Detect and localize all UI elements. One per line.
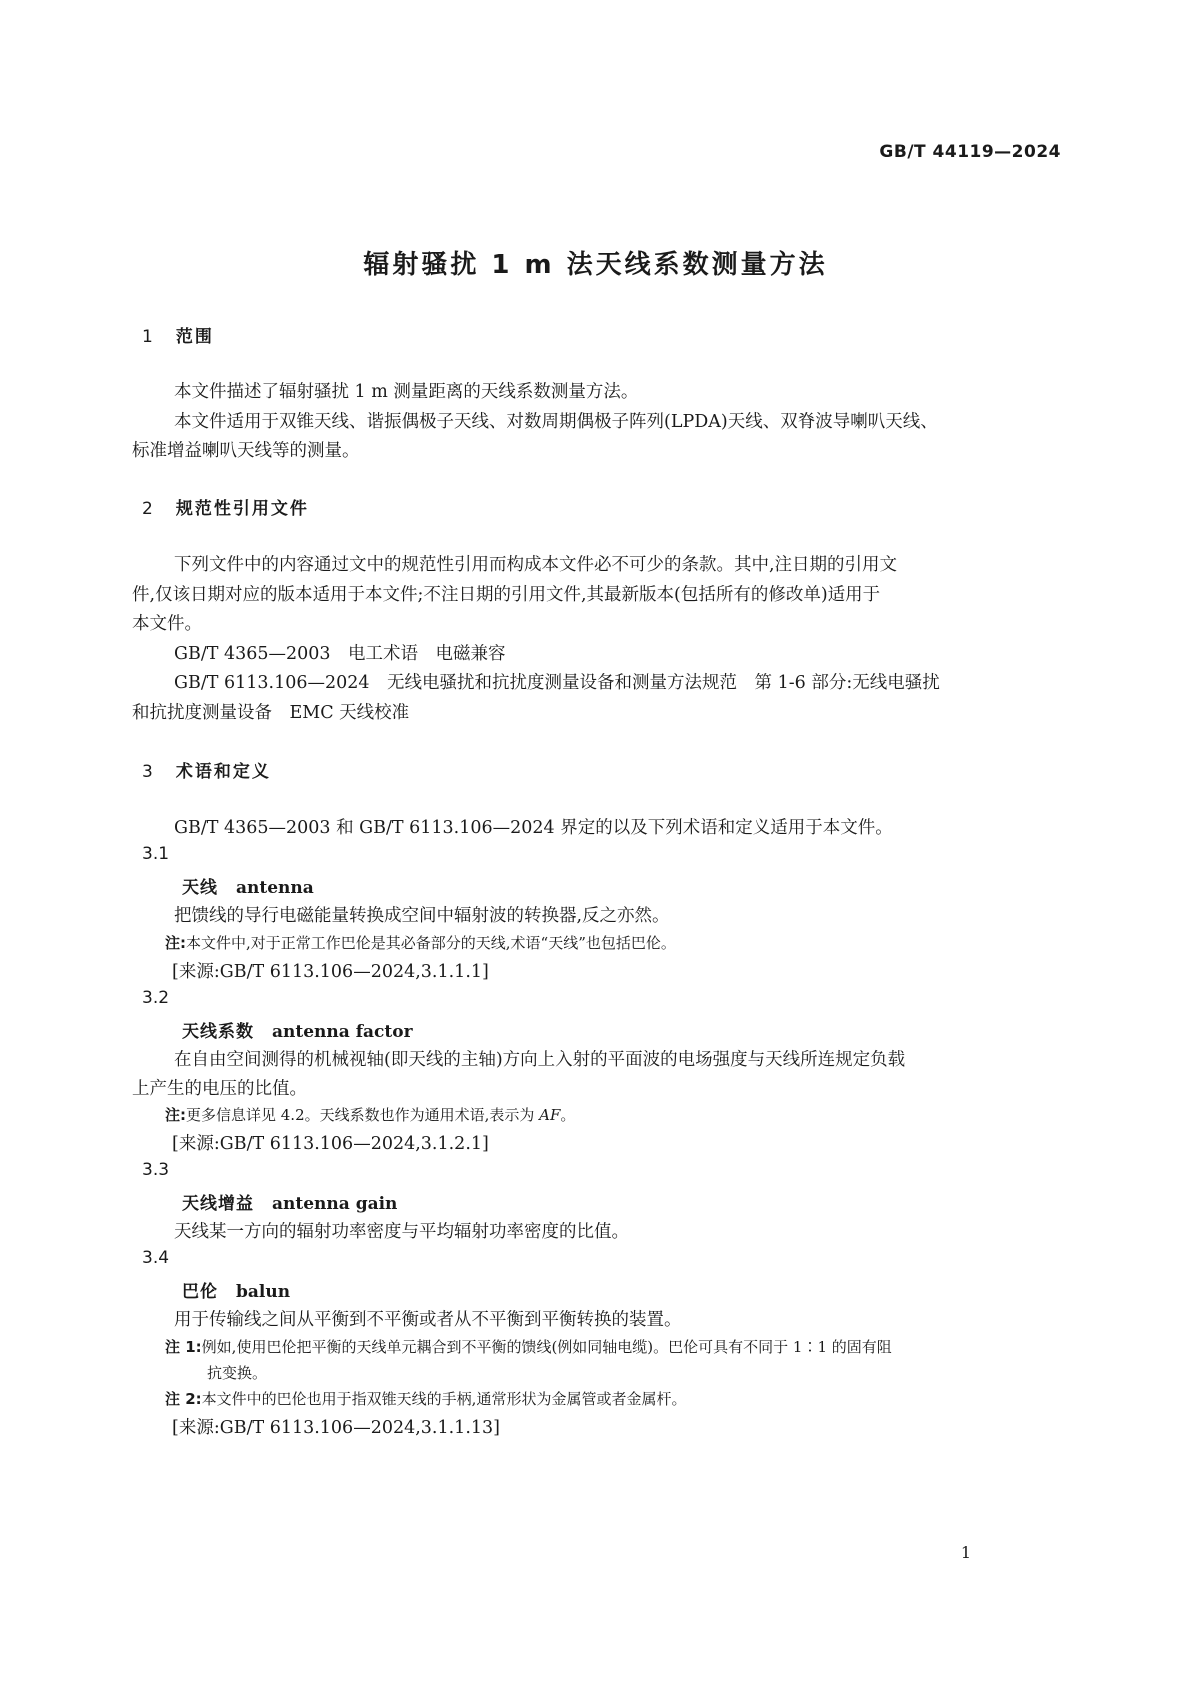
- note-text: 例如,使用巴伦把平衡的天线单元耦合到不平衡的馈线(例如同轴电缆)。巴伦可具有不同于 1∶1 的固有阻: [201, 1338, 892, 1356]
- note-tail: 。: [560, 1106, 576, 1124]
- term-definition: 把馈线的导行电磁能量转换成空间中辐射波的转换器,反之亦然。: [174, 906, 670, 926]
- term-entry: [182, 1017, 413, 1042]
- term-number: 3.4: [142, 1248, 170, 1268]
- note-label: 注:: [165, 1106, 186, 1124]
- term-entry: [182, 1189, 397, 1214]
- paragraph: 本文件描述了辐射骚扰 1 m 测量距离的天线系数测量方法。: [174, 382, 639, 402]
- paragraph: 下列文件中的内容通过文中的规范性引用而构成本文件必不可少的条款。其中,注日期的引用文: [174, 555, 898, 575]
- term-en: antenna gain: [272, 1194, 398, 1214]
- term-definition: 在自由空间测得的机械视轴(即天线的主轴)方向上入射的平面波的电场强度与天线所连规定负载: [174, 1050, 906, 1070]
- section-title: 规范性引用文件: [175, 499, 309, 519]
- note-text: 本文件中的巴伦也用于指双锥天线的手柄,通常形状为金属管或者金属杆。: [201, 1390, 687, 1408]
- term-definition: 用于传输线之间从平衡到不平衡或者从不平衡到平衡转换的装置。: [174, 1310, 682, 1330]
- section-number: 3: [142, 762, 155, 782]
- term-entry: [182, 1277, 290, 1302]
- document-title: 辐射骚扰 1 m 法天线系数测量方法: [363, 250, 828, 280]
- term-zh: 天线系数: [182, 1022, 254, 1042]
- term-source: [来源:GB/T 6113.106—2024,3.1.1.13]: [172, 1418, 500, 1438]
- term-source: [来源:GB/T 6113.106—2024,3.1.2.1]: [172, 1134, 489, 1154]
- paragraph-continuation: 本文件。: [132, 614, 202, 634]
- term-definition-continuation: 上产生的电压的比值。: [132, 1079, 307, 1099]
- term-zh: 天线增益: [182, 1194, 254, 1214]
- note-label: 注 2:: [165, 1390, 202, 1408]
- term-note: [165, 1104, 575, 1125]
- normative-reference: GB/T 6113.106—2024 无线电骚扰和抗扰度测量设备和测量方法规范 第 1-6 部分:无线电骚扰: [174, 673, 940, 693]
- term-en: balun: [236, 1282, 291, 1302]
- term-number: 3.2: [142, 988, 170, 1008]
- term-note: [165, 1336, 892, 1357]
- section-title: 术语和定义: [175, 762, 271, 782]
- note-text: 更多信息详见 4.2。天线系数也作为通用术语,表示为: [186, 1106, 540, 1124]
- note-symbol: AF: [539, 1106, 561, 1124]
- standard-code: GB/T 44119—2024: [879, 142, 1061, 162]
- section-title: 范围: [175, 327, 214, 347]
- term-zh: 天线: [182, 878, 218, 898]
- section-1-heading: [142, 322, 214, 347]
- note-label: 注 1:: [165, 1338, 202, 1356]
- normative-reference-continuation: 和抗扰度测量设备 EMC 天线校准: [132, 703, 410, 723]
- term-number: 3.3: [142, 1160, 170, 1180]
- term-definition: 天线某一方向的辐射功率密度与平均辐射功率密度的比值。: [174, 1222, 629, 1242]
- section-3-heading: [142, 757, 271, 782]
- term-number: 3.1: [142, 844, 170, 864]
- term-note: [165, 1388, 686, 1409]
- note-label: 注:: [165, 934, 186, 952]
- term-en: antenna: [236, 878, 314, 898]
- term-note: [165, 932, 676, 953]
- paragraph-continuation: 标准增益喇叭天线等的测量。: [132, 441, 360, 461]
- normative-reference: GB/T 4365—2003 电工术语 电磁兼容: [174, 644, 506, 664]
- section-number: 1: [142, 327, 155, 347]
- note-text: 本文件中,对于正常工作巴伦是其必备部分的天线,术语“天线”也包括巴伦。: [186, 934, 676, 952]
- term-source: [来源:GB/T 6113.106—2024,3.1.1.1]: [172, 962, 489, 982]
- paragraph: GB/T 4365—2003 和 GB/T 6113.106—2024 界定的以及下列术语和定义适用于本文件。: [174, 818, 893, 838]
- section-number: 2: [142, 499, 155, 519]
- term-en: antenna factor: [272, 1022, 413, 1042]
- term-zh: 巴伦: [182, 1282, 218, 1302]
- term-entry: [182, 873, 314, 898]
- paragraph-continuation: 件,仅该日期对应的版本适用于本文件;不注日期的引用文件,其最新版本(包括所有的修改单)适用于: [132, 585, 881, 605]
- paragraph: 本文件适用于双锥天线、谐振偶极子天线、对数周期偶极子阵列(LPDA)天线、双脊波导喇叭天线、: [174, 412, 938, 432]
- page-number: 1: [960, 1543, 971, 1562]
- section-2-heading: [142, 494, 309, 519]
- term-note-continuation: 抗变换。: [207, 1364, 268, 1382]
